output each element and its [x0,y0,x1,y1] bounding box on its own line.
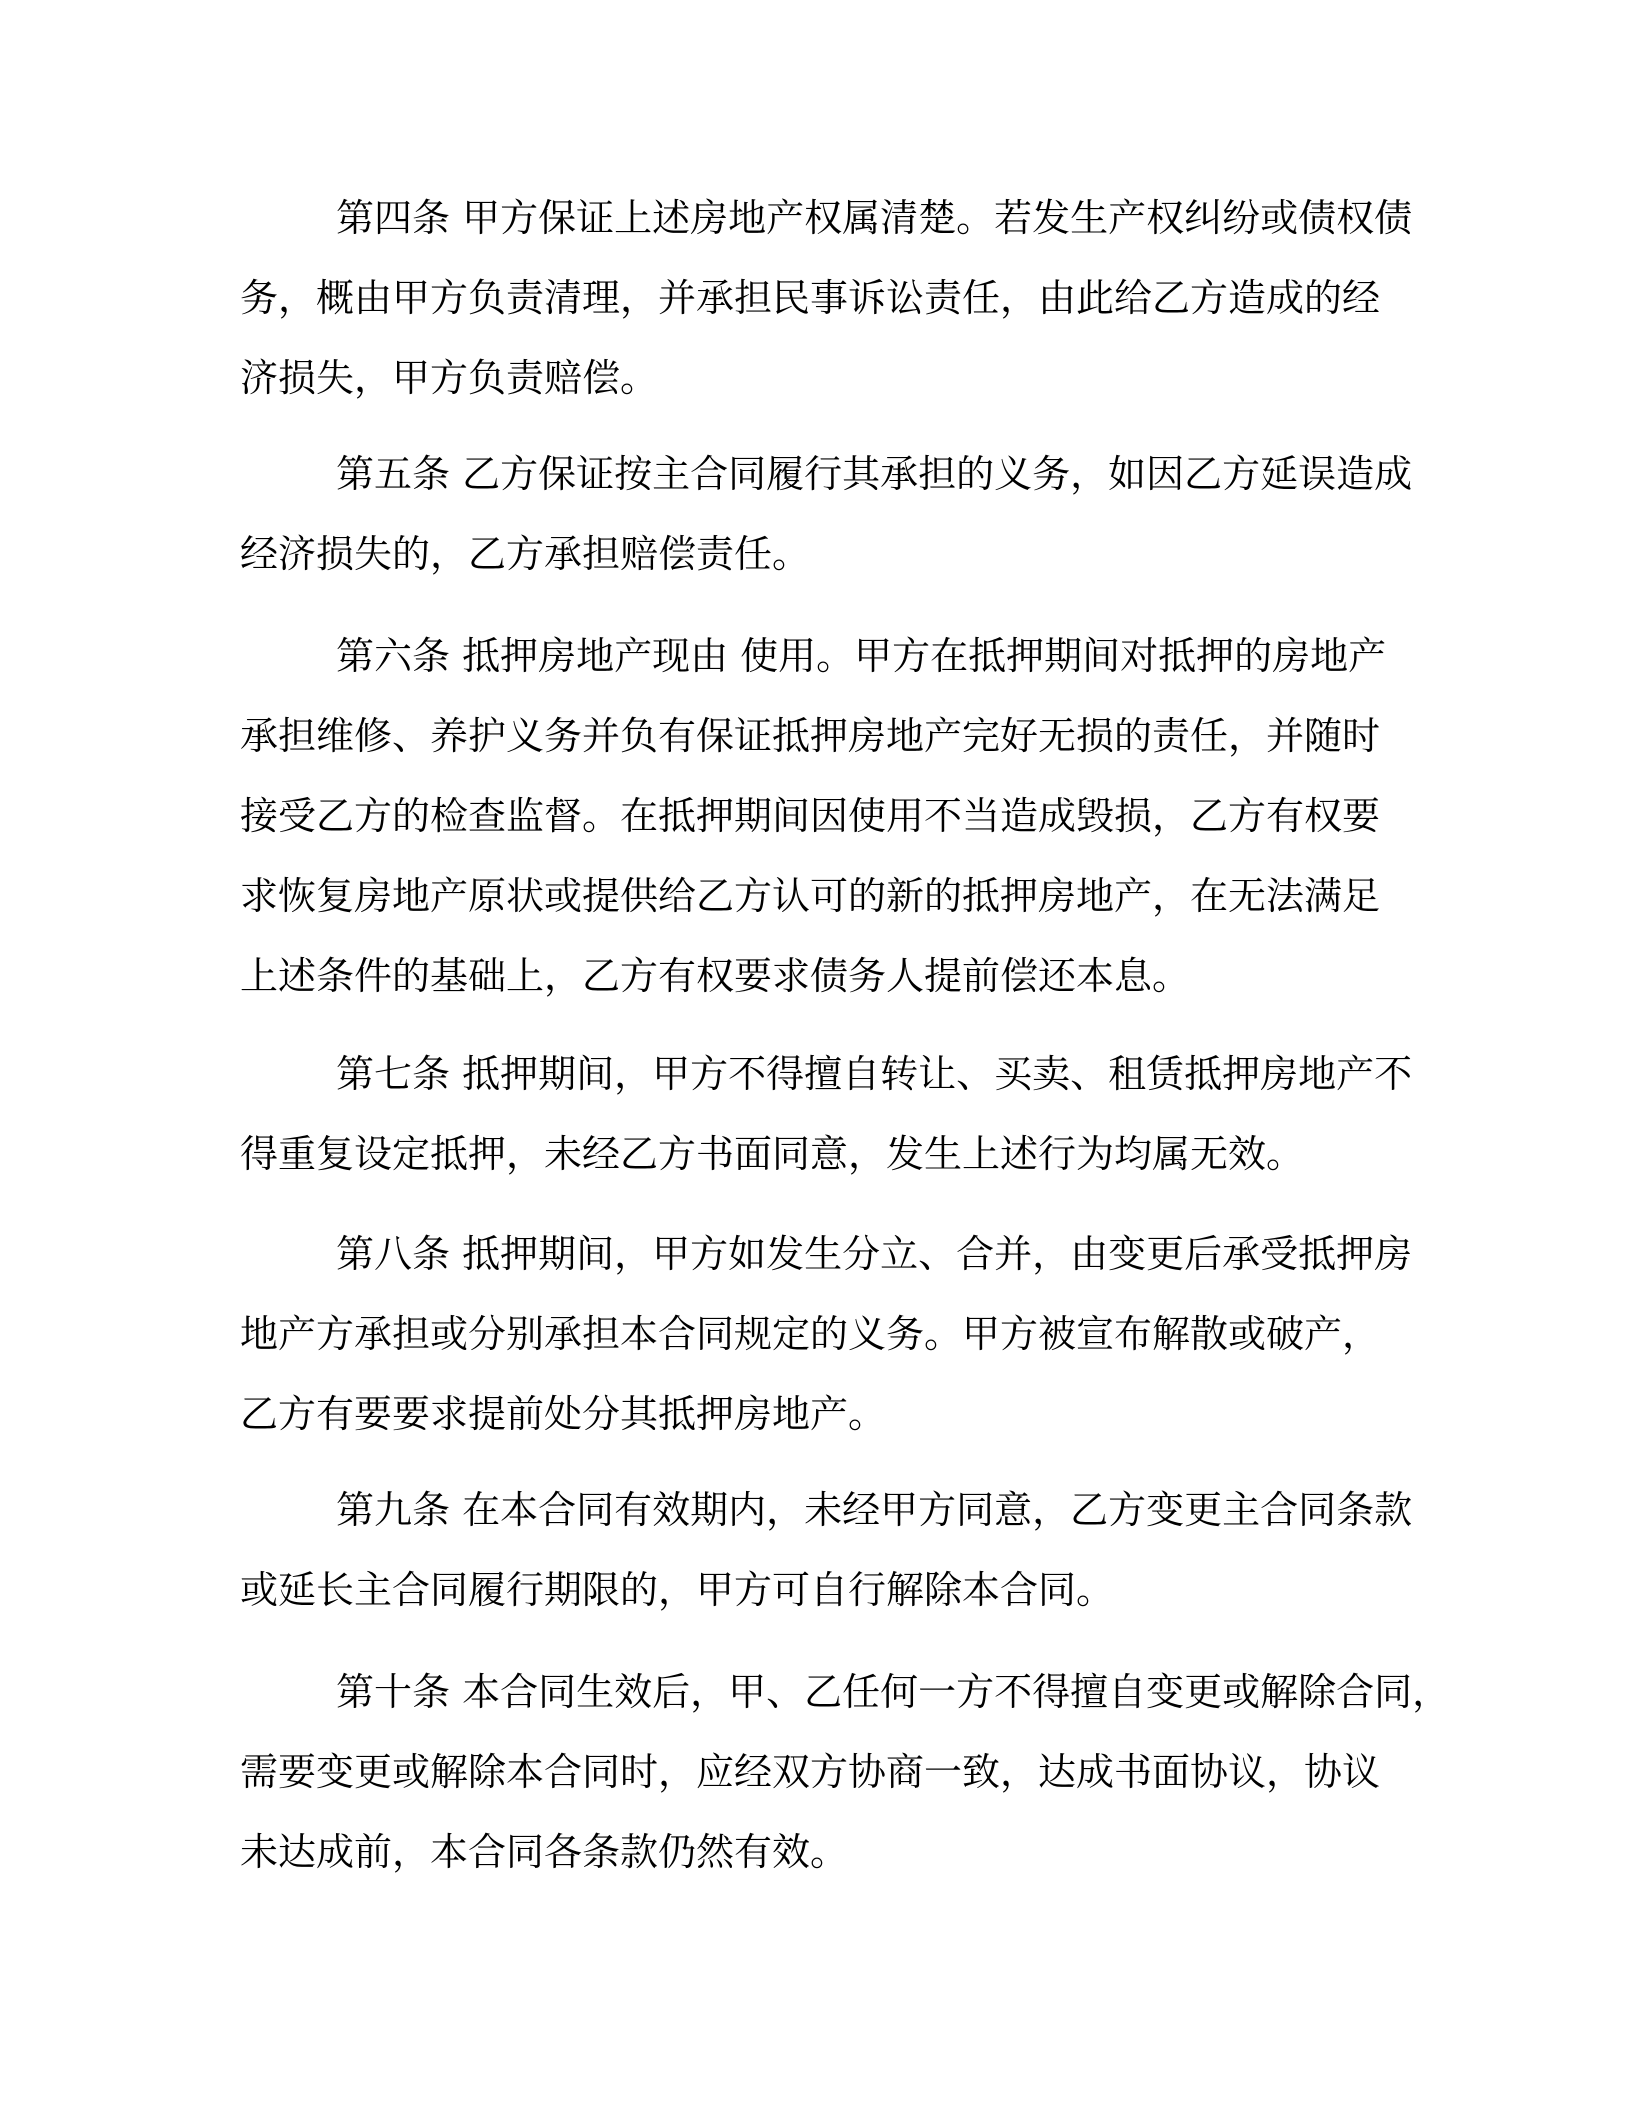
article-4-line-3: 济损失，甲方负责赔偿。 [240,356,659,400]
article-9-line-2: 或延长主合同履行期限的，甲方可自行解除本合同。 [240,1568,1115,1612]
article-9-line-1: 第九条 在本合同有效期内，未经甲方同意，乙方变更主合同条款 [336,1488,1413,1532]
article-10-line-3: 未达成前，本合同各条款仍然有效。 [240,1830,849,1874]
article-6-line-1: 第六条 抵押房地产现由 使用。甲方在抵押期间对抵押的房地产 [336,634,1387,678]
article-6-line-3: 接受乙方的检查监督。在抵押期间因使用不当造成毁损，乙方有权要 [240,794,1381,838]
article-4 [240,178,1420,418]
article-8-line-3: 乙方有要要求提前处分其抵押房地产。 [240,1392,887,1436]
article-6-line-5: 上述条件的基础上，乙方有权要求债务人提前偿还本息。 [240,954,1191,998]
article-9 [240,1470,1420,1630]
article-6-line-2: 承担维修、养护义务并负有保证抵押房地产完好无损的责任，并随时 [240,714,1381,758]
article-10-line-1: 第十条 本合同生效后，甲、乙任何一方不得擅自变更或解除合同， [336,1670,1451,1714]
article-6 [240,616,1420,1016]
article-4-line-1: 第四条 甲方保证上述房地产权属清楚。若发生产权纠纷或债权债 [336,196,1413,240]
article-8-line-2: 地产方承担或分别承担本合同规定的义务。甲方被宣布解散或破产， [240,1312,1381,1356]
article-6-line-4: 求恢复房地产原状或提供给乙方认可的新的抵押房地产，在无法满足 [240,874,1381,918]
article-8 [240,1214,1420,1454]
article-5 [240,434,1420,594]
article-7-line-2: 得重复设定抵押，未经乙方书面同意，发生上述行为均属无效。 [240,1132,1305,1176]
article-7 [240,1034,1420,1194]
article-8-line-1: 第八条 抵押期间，甲方如发生分立、合并，由变更后承受抵押房 [336,1232,1413,1276]
article-7-line-1: 第七条 抵押期间，甲方不得擅自转让、买卖、租赁抵押房地产不 [336,1052,1413,1096]
article-10-line-2: 需要变更或解除本合同时，应经双方协商一致，达成书面协议，协议 [240,1750,1381,1794]
article-5-line-2: 经济损失的，乙方承担赔偿责任。 [240,532,811,576]
article-4-line-2: 务，概由甲方负责清理，并承担民事诉讼责任，由此给乙方造成的经 [240,276,1381,320]
article-5-line-1: 第五条 乙方保证按主合同履行其承担的义务，如因乙方延误造成 [336,452,1413,496]
article-10 [240,1652,1451,1892]
